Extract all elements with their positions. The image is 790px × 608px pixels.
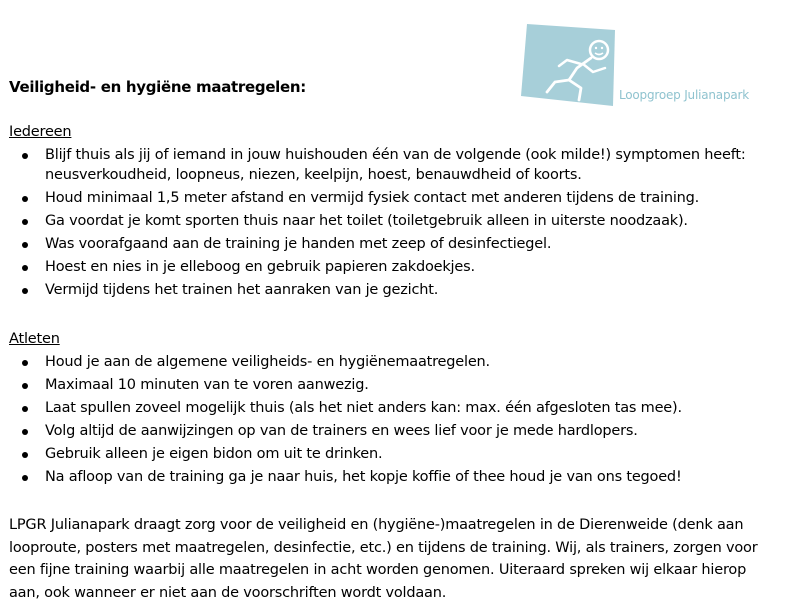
list-item — [9, 146, 784, 185]
club-logo — [519, 20, 759, 110]
list-item-text: Laat spullen zoveel mogelijk thuis (als het niet anders kan: max. één afgesloten tas mee). — [45, 400, 682, 417]
list-item — [9, 422, 682, 442]
list-item — [9, 281, 784, 301]
list-item — [9, 353, 682, 373]
bullet-icon — [22, 153, 28, 159]
logo-text: Loopgroep Julianapark — [619, 88, 749, 102]
list-item-text: Houd je aan de algemene veiligheids- en hygiënemaatregelen. — [45, 354, 490, 370]
list-item-text: Blijf thuis als jij of iemand in jouw huishouden één van de volgende (ook milde!) symptomen heeft: neusverkoudheid, loopneus, niezen, keelpijn, hoest, benauwdheid of koorts. — [45, 147, 746, 183]
bullet-icon — [22, 196, 28, 202]
list-item — [9, 376, 682, 396]
bullet-icon — [22, 406, 28, 412]
list-item — [9, 399, 682, 419]
runner-logo-icon — [519, 20, 619, 108]
section-heading-atleten: Atleten — [9, 331, 60, 347]
list-item-text: Ga voordat je komt sporten thuis naar het toilet (toiletgebruik alleen in uiterste noodzaak). — [45, 212, 688, 229]
list-item — [9, 445, 682, 465]
list-item-text: Vermijd tijdens het trainen het aanraken van je gezicht. — [45, 281, 439, 298]
list-item-text: Hoest en nies in je elleboog en gebruik papieren zakdoekjes. — [45, 258, 475, 275]
bullet-icon — [22, 452, 28, 458]
bullet-icon — [22, 242, 28, 248]
bullet-icon — [22, 429, 28, 435]
closing-paragraph: LPGR Julianapark draagt zorg voor de veiligheid en (hygiëne-)maatregelen in de Dierenweide (denk aan looproute, posters met maatregelen, desinfectie, etc.) en tijdens de training. Wij, als trainers, zorgen voor een fijne training waarbij alle maatregelen in acht worden genomen. Uiteraard spreken wij elkaar hierop aan, ook wanneer er niet aan de voorschriften wordt voldaan. — [9, 517, 758, 601]
page-title: Veiligheid- en hygiëne maatregelen: — [9, 78, 306, 96]
list-item — [9, 212, 784, 232]
iedereen-list — [9, 146, 784, 304]
atleten-list — [9, 353, 682, 492]
list-item-text: Houd minimaal 1,5 meter afstand en vermijd fysiek contact met anderen tijdens de training. — [45, 189, 700, 206]
list-item — [9, 235, 784, 255]
list-item — [9, 468, 682, 488]
bullet-icon — [22, 288, 28, 294]
bullet-icon — [22, 265, 28, 271]
list-item-text: Gebruik alleen je eigen bidon om uit te drinken. — [45, 446, 383, 463]
bullet-icon — [22, 475, 28, 481]
section-heading-iedereen: Iedereen — [9, 124, 72, 140]
list-item-text: Maximaal 10 minuten van te voren aanwezig. — [45, 377, 369, 394]
list-item-text: Volg altijd de aanwijzingen op van de trainers en wees lief voor je mede hardlopers. — [45, 423, 638, 440]
bullet-icon — [22, 219, 28, 225]
list-item-text: Was voorafgaand aan de training je handen met zeep of desinfectiegel. — [45, 235, 552, 252]
bullet-icon — [22, 383, 28, 389]
list-item — [9, 258, 784, 278]
bullet-icon — [22, 360, 28, 366]
list-item — [9, 189, 784, 209]
list-item-text: Na afloop van de training ga je naar huis, het kopje koffie of thee houd je van ons tegoed! — [45, 469, 682, 486]
